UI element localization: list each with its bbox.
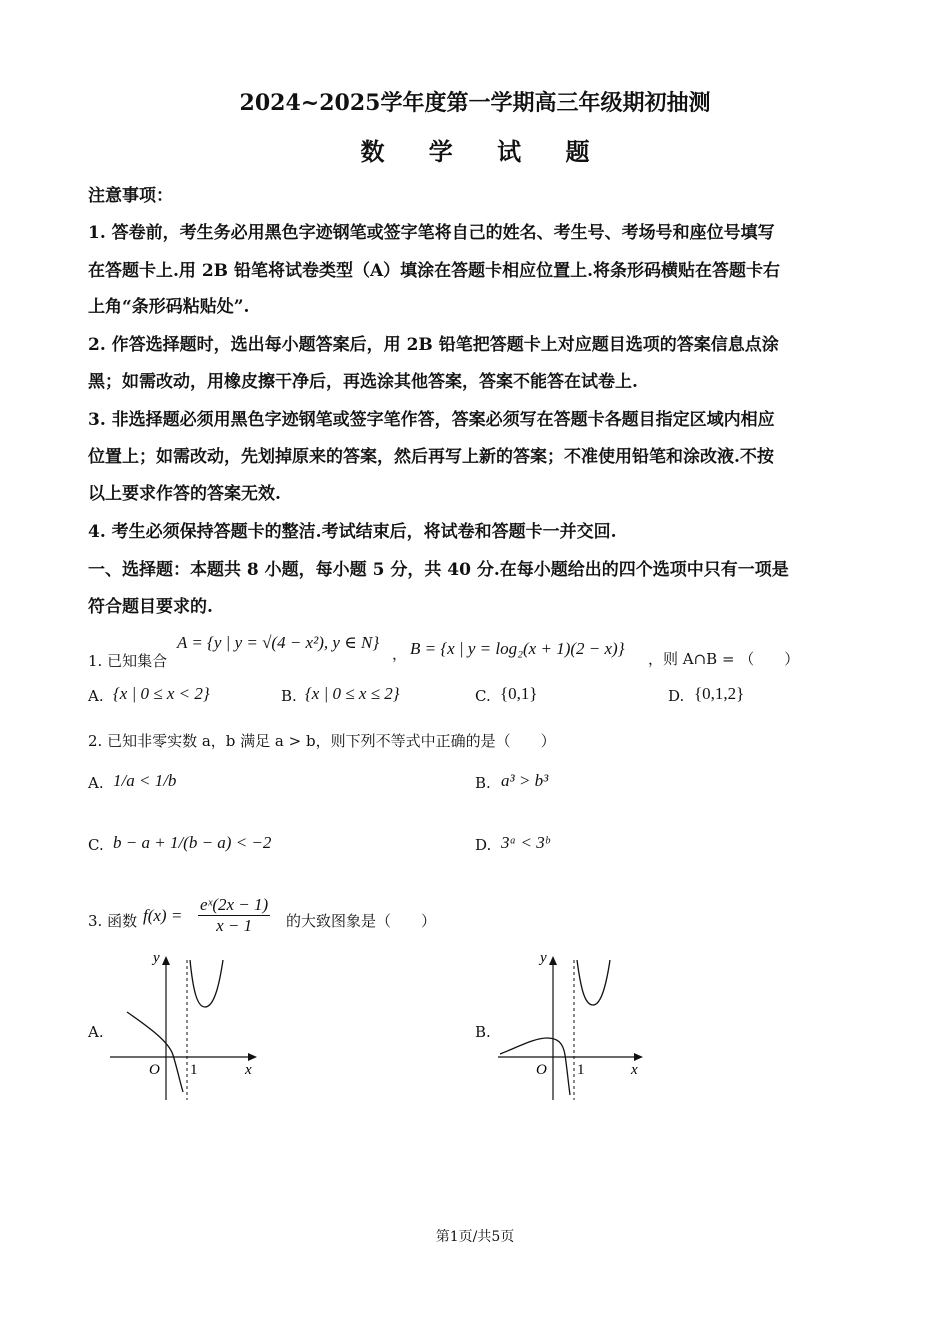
q2-option-b-label: B. [475, 774, 491, 792]
q2-option-b: a³ > b³ [501, 771, 549, 790]
q1-option-a-label: A. [88, 687, 104, 705]
x-axis-arrow [634, 1053, 643, 1061]
q3-function-lhs: f(x) = [143, 906, 183, 925]
q1-option-a: {x | 0 ≤ x < 2} [113, 684, 210, 703]
curve-left-branch [127, 1012, 183, 1092]
q2-option-a-label: A. [88, 774, 104, 792]
q3-function-numerator: eˣ(2x − 1) [200, 895, 269, 914]
q3-option-b-label: B. [475, 1023, 491, 1041]
notes-line: 2. 作答选择题时，选出每小题答案后，用 2B 铅笔把答题卡上对应题目选项的答案信息点涂 [88, 335, 779, 355]
notes-line: 3. 非选择题必须用黑色字迹钢笔或签字笔作答，答案必须写在答题卡各题目指定区域内相应 [88, 410, 775, 430]
q1-set-b: B = {x | y = log₂(x + 1)(2 − x)} [410, 639, 625, 658]
notes-line: 在答题卡上.用 2B 铅笔将试卷类型（A）填涂在答题卡相应位置上.将条形码横贴在答题卡右 [88, 261, 781, 281]
q1-option-b: {x | 0 ≤ x ≤ 2} [305, 684, 400, 703]
y-axis-arrow [162, 956, 170, 965]
notes-line: 黑；如需改动，用橡皮擦干净后，再选涂其他答案，答案不能答在试卷上. [88, 372, 638, 392]
q3-graph-b [495, 950, 655, 1105]
q3-option-a-label: A. [88, 1023, 104, 1041]
q2-option-d: 3ᵃ < 3ᵇ [501, 833, 550, 852]
q1-option-d-label: D. [668, 687, 685, 705]
q3-prefix: 3. 函数 [88, 912, 138, 930]
q1-option-b-label: B. [281, 687, 297, 705]
notes-line: 上角“条形码粘贴处”. [88, 297, 250, 317]
origin-label: O [536, 1062, 547, 1078]
q1-separator: ， [392, 645, 408, 663]
tick-label-1: 1 [190, 1062, 198, 1078]
q3-function-denominator: x − 1 [216, 915, 253, 935]
q1-ask: ，则 A∩B = （ ） [648, 650, 800, 668]
y-axis-arrow [549, 956, 557, 965]
q2-option-c: b − a + 1/(b − a) < −2 [113, 833, 272, 852]
section-heading: 一、选择题：本题共 8 小题，每小题 5 分，共 40 分.在每小题给出的四个选项中只有一项是 [88, 560, 789, 580]
origin-label: O [149, 1062, 160, 1078]
q2-option-d-label: D. [475, 836, 492, 854]
notes-line: 以上要求作答的答案无效. [88, 484, 281, 504]
q1-prefix: 1. 已知集合 [88, 652, 168, 670]
notes-heading: 注意事项： [88, 186, 173, 206]
q1-set-a: A = {y | y = √(4 − x²), y ∈ N} [177, 633, 380, 652]
q1-option-c-label: C. [475, 687, 491, 705]
x-axis-label: x [631, 1062, 638, 1078]
exam-subtitle: 数 学 试 题 [360, 137, 608, 166]
q3-graph-a [105, 950, 265, 1105]
page-number: 第1页/共5页 [435, 1229, 515, 1245]
x-axis-label: x [245, 1062, 252, 1078]
q2-option-c-label: C. [88, 836, 104, 854]
q2-option-a: 1/a < 1/b [113, 771, 177, 790]
curve-right-branch [190, 960, 223, 1007]
section-heading-cont: 符合题目要求的. [88, 597, 213, 617]
x-axis-arrow [248, 1053, 257, 1061]
curve-left-branch [500, 1038, 570, 1095]
y-axis-label: y [540, 950, 547, 966]
q3-suffix: 的大致图象是（ ） [286, 912, 437, 930]
notes-line: 位置上；如需改动，先划掉原来的答案，然后再写上新的答案；不准使用铅笔和涂改液.不按 [88, 447, 774, 467]
exam-title: 2024~2025学年度第一学期高三年级期初抽测 [239, 90, 711, 116]
q2-stem: 2. 已知非零实数 a，b 满足 a > b，则下列不等式中正确的是（ ） [88, 732, 556, 750]
q3-function-fraction [198, 895, 270, 935]
tick-label-1: 1 [577, 1062, 585, 1078]
notes-line: 1. 答卷前，考生务必用黑色字迹钢笔或签字笔将自己的姓名、考生号、考场号和座位号填写 [88, 223, 775, 243]
y-axis-label: y [153, 950, 160, 966]
curve-right-branch [577, 960, 610, 1005]
notes-line: 4. 考生必须保持答题卡的整洁.考试结束后，将试卷和答题卡一并交回. [88, 522, 617, 542]
q1-option-d: {0,1,2} [694, 684, 745, 703]
q1-option-c: {0,1} [500, 684, 538, 703]
